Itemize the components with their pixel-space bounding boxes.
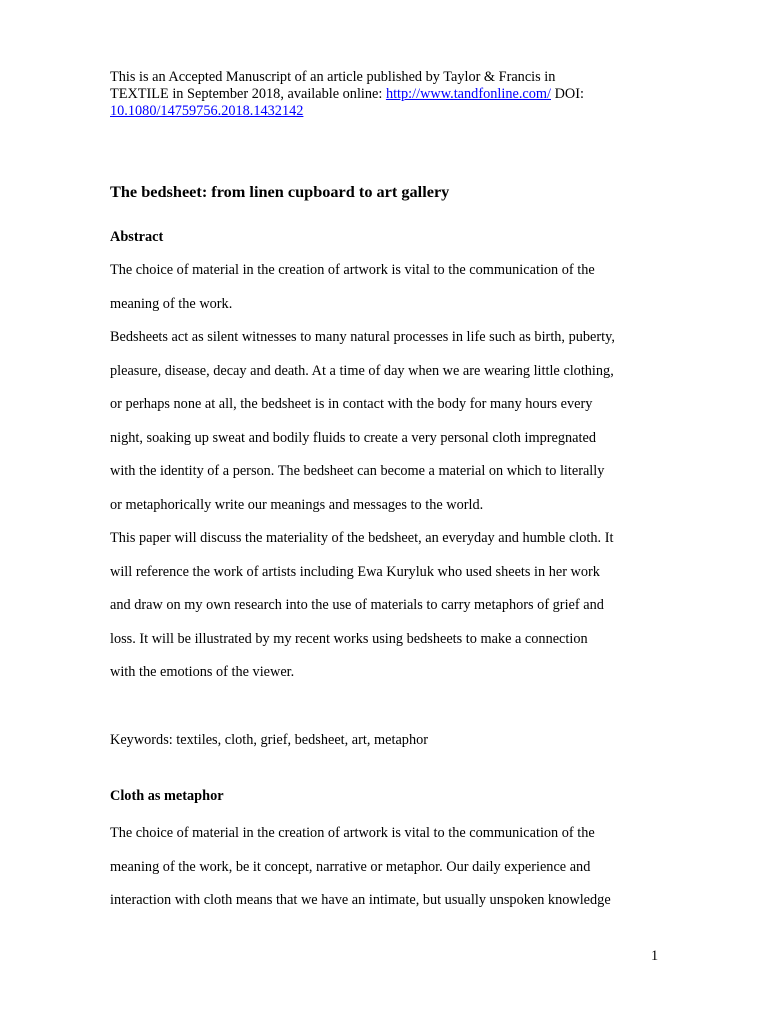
keywords (110, 724, 428, 758)
text-line: meaning of the work. (110, 295, 233, 312)
text-line: will reference the work of artists including Ewa Kuryluk who used sheets in her work (110, 563, 600, 580)
section-paragraph (110, 817, 611, 918)
text-line: meaning of the work, be it concept, narrative or metaphor. Our daily experience and (110, 858, 591, 875)
text-line: Bedsheets act as silent witnesses to many natural processes in life such as birth, puberty, (110, 329, 615, 345)
text-line: This paper will discuss the materiality of the bedsheet, an everyday and humble cloth. It (110, 530, 614, 546)
abstract-paragraph-1 (110, 254, 595, 321)
text-line: loss. It will be illustrated by my recent works using bedsheets to make a connection (110, 630, 588, 647)
notice-line-2 (110, 86, 670, 103)
paper-title: The bedsheet: from linen cupboard to art gallery (110, 182, 450, 201)
text-line: interaction with cloth means that we have an intimate, but usually unspoken knowledge (110, 892, 611, 908)
section-heading: Cloth as metaphor (110, 788, 224, 804)
text-line: pleasure, disease, decay and death. At a time of day when we are wearing little clothing, (110, 362, 614, 379)
text-line: with the identity of a person. The bedsheet can become a material on which to literally (110, 463, 605, 479)
text-line: The choice of material in the creation of artwork is vital to the communication of the (110, 825, 595, 841)
publication-notice (110, 69, 670, 120)
text-line: or metaphorically write our meanings and messages to the world. (110, 496, 484, 513)
text-line: night, soaking up sweat and bodily fluids to create a very personal cloth impregnated (110, 429, 596, 446)
abstract-paragraph-3 (110, 522, 613, 690)
doi-link[interactable]: 10.1080/14759756.2018.1432142 (110, 103, 304, 119)
page-number: 1 (651, 948, 659, 964)
abstract-heading: Abstract (110, 229, 164, 245)
notice-line-2-suffix: DOI: (551, 86, 584, 102)
notice-line-3 (110, 103, 670, 120)
text-line: and draw on my own research into the use of materials to carry metaphors of grief and (110, 597, 604, 613)
publisher-link[interactable]: http://www.tandfonline.com/ (385, 86, 551, 102)
abstract-paragraph-2 (110, 321, 615, 522)
text-line: with the emotions of the viewer. (110, 664, 295, 680)
notice-line-1: This is an Accepted Manuscript of an article published by Taylor & Francis in (110, 69, 556, 85)
text-line: The choice of material in the creation of artwork is vital to the communication of the (110, 262, 595, 278)
text-line: or perhaps none at all, the bedsheet is in contact with the body for many hours every (110, 396, 593, 412)
keywords-text: Keywords: textiles, cloth, grief, bedsheet, art, metaphor (110, 732, 429, 748)
notice-line-2-prefix: TEXTILE in September 2018, available online: (110, 86, 386, 102)
